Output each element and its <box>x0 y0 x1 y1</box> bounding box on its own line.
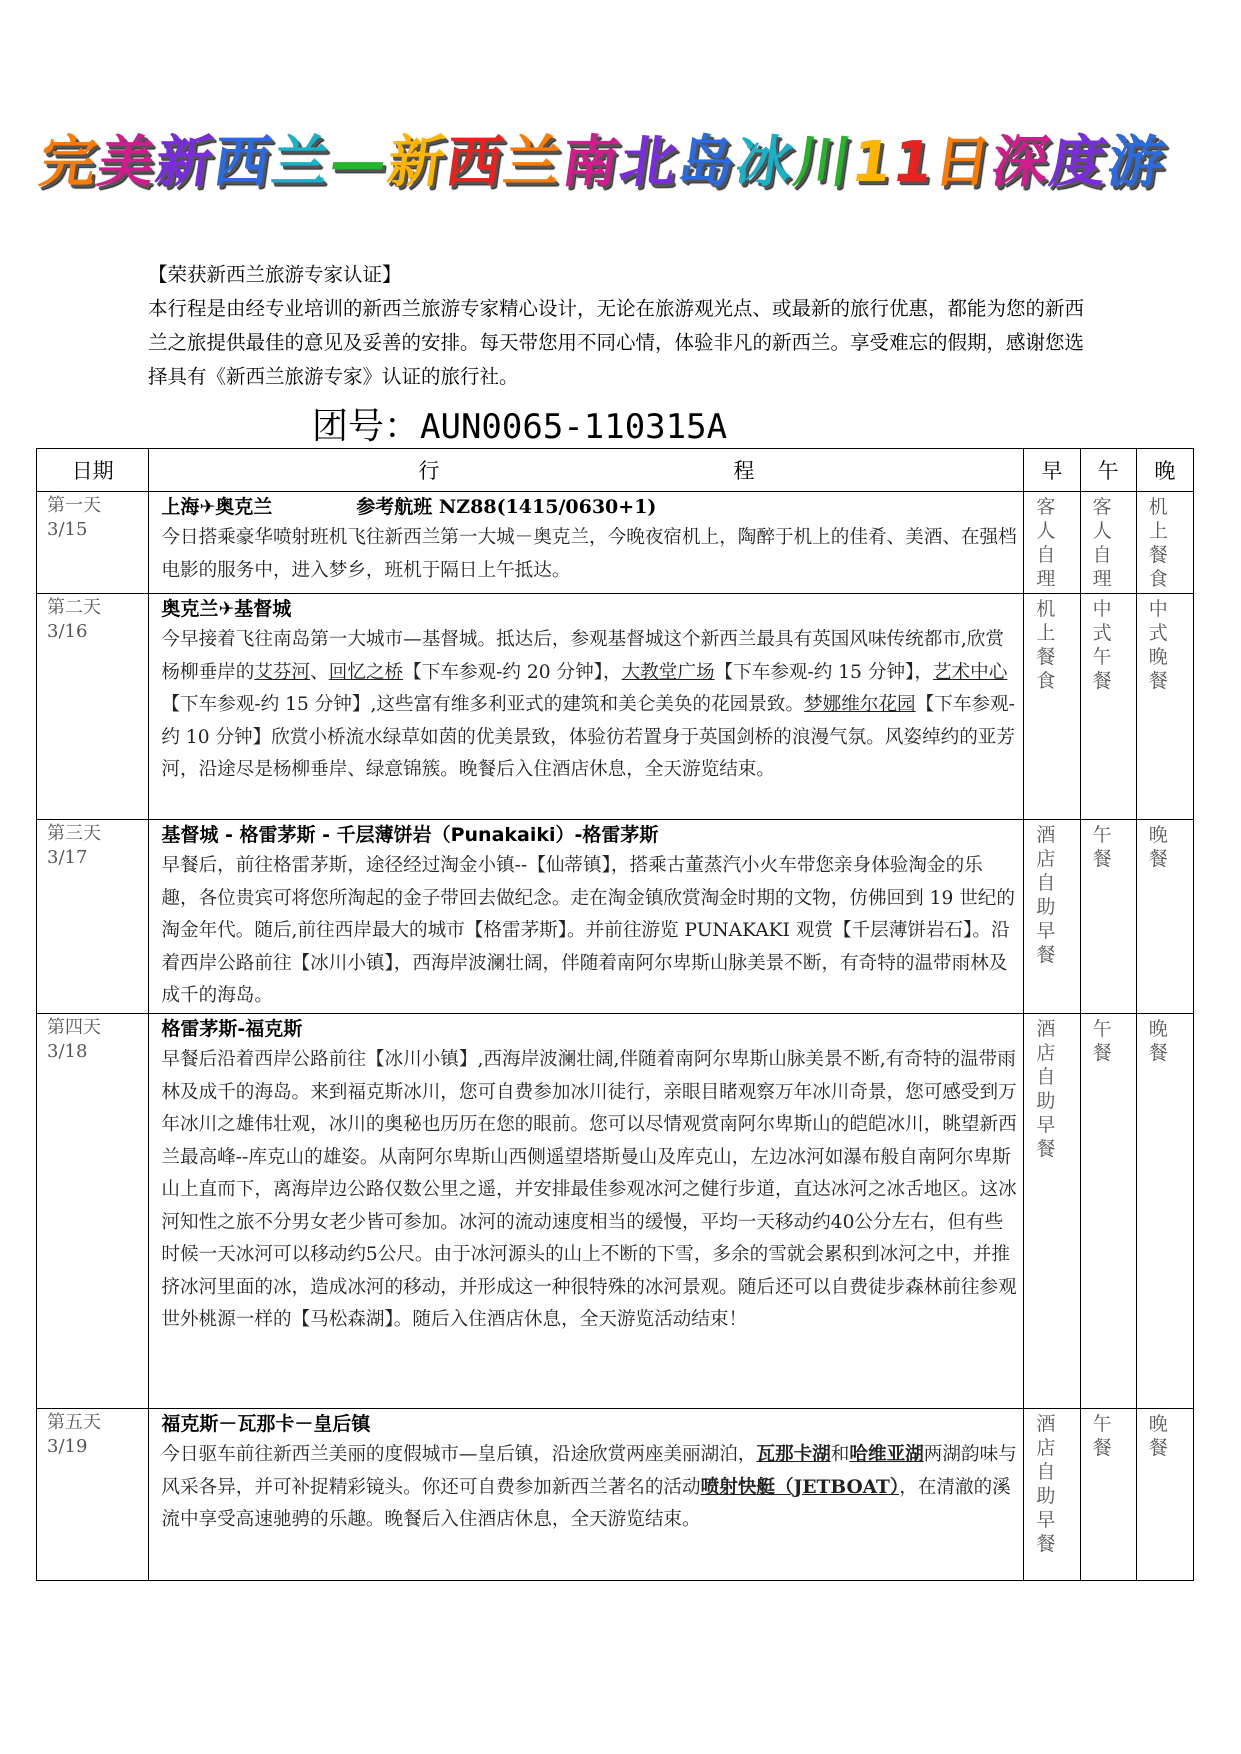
breakfast-cell <box>1024 492 1080 594</box>
intro-section <box>148 258 1088 394</box>
route-text: 上海✈奥克兰 <box>161 496 273 518</box>
description-text: 【下车参观-约 15 分钟】， <box>714 661 933 683</box>
day-date: 3/19 <box>47 1436 88 1457</box>
intro-body: 本行程是由经专业培训的新西兰旅游专家精心设计，无论在旅游观光点、或最新的旅行优惠，都能为您的新西兰之旅提供最佳的意见及妥善的安排。每天带您用不同心情，体验非凡的新西兰。享受难忘的假期，感谢您选择具有《新西兰旅游专家》认证的旅行社。 <box>148 297 1085 388</box>
group-number <box>312 398 727 449</box>
day-date-cell <box>37 594 149 820</box>
description-text: 今日搭乘豪华喷射班机飞往新西兰第一大城－奥克兰，今晚夜宿机上，陶醉于机上的佳肴、美酒、在强档电影的服务中，进入梦乡，班机于隔日上午抵达。 <box>161 527 1017 581</box>
title-char: 西 <box>441 130 509 195</box>
header-lunch: 午 <box>1080 449 1136 492</box>
group-number-value: AUN0065-110315A <box>420 407 728 447</box>
lunch-cell <box>1080 820 1136 1014</box>
dinner-cell <box>1136 1409 1193 1581</box>
day-date: 3/18 <box>47 1041 88 1062</box>
meal-text: 晚餐 <box>1148 1018 1168 1064</box>
day-date-cell <box>37 820 149 1014</box>
dinner-cell <box>1136 820 1193 1014</box>
highlighted-place: 梦娜维尔花园 <box>804 694 916 715</box>
title-char: 川 <box>789 130 857 195</box>
title-char: 1 <box>888 130 939 195</box>
description-text: 【下车参观-约 10 分钟】欣赏小桥流水绿草如茵的优美景致，体验彷若置身于英国剑桥的浪漫气氛。风姿绰约的亚芳河，沿途尽是杨柳垂岸、绿意锦簇。晚餐后入住酒店休息，全天游览结束。 <box>161 694 1015 780</box>
title-char: 兰 <box>267 130 335 195</box>
day-label: 第三天 <box>47 823 101 844</box>
title-char: 冰 <box>731 130 799 195</box>
highlighted-place: 瓦那卡湖 <box>756 1444 831 1465</box>
day-description <box>161 527 1016 581</box>
highlighted-place: 艺术中心 <box>932 661 1008 683</box>
table-row <box>37 594 1194 820</box>
header-plan: 行 程 <box>149 449 1024 492</box>
title-char: 南 <box>557 130 625 195</box>
breakfast-cell <box>1024 1014 1080 1409</box>
title-char: 深 <box>987 130 1055 195</box>
title-char: 1 <box>847 130 898 195</box>
lunch-cell <box>1080 1014 1136 1409</box>
day-plan-cell <box>149 594 1024 820</box>
day-label: 第二天 <box>47 597 101 618</box>
description-text: 【下车参观-约 20 分钟】， <box>403 661 622 683</box>
flight-info: 参考航班 NZ88(1415/0630+1) <box>356 496 657 518</box>
meal-text: 午餐 <box>1092 1018 1112 1064</box>
meal-text: 中式午餐 <box>1092 598 1112 692</box>
day-date-cell <box>37 1409 149 1581</box>
highlighted-place: 哈维亚湖 <box>849 1444 924 1465</box>
route-heading <box>161 492 1017 522</box>
intro-heading: 【荣获新西兰旅游专家认证】 <box>148 263 402 286</box>
breakfast-cell <box>1024 594 1080 820</box>
title-char: 美 <box>93 130 161 195</box>
meal-text: 客人自理 <box>1092 496 1112 590</box>
day-date: 3/17 <box>47 847 88 868</box>
meal-text: 中式晚餐 <box>1148 598 1168 692</box>
meal-text: 酒店自助早餐 <box>1036 1413 1056 1555</box>
day-date: 3/16 <box>47 621 88 642</box>
meal-text: 酒店自助早餐 <box>1036 1018 1056 1160</box>
route-text: 奥克兰✈基督城 <box>161 598 292 620</box>
title-char: — <box>325 130 393 195</box>
header-date: 日期 <box>37 449 149 492</box>
title-char: 兰 <box>499 130 567 195</box>
day-description <box>161 855 1015 1006</box>
lunch-cell <box>1080 492 1136 594</box>
table-header-row <box>37 449 1194 492</box>
highlighted-place: 艾芬河 <box>254 661 311 683</box>
meal-text: 晚餐 <box>1148 1413 1168 1459</box>
title-char: 完 <box>35 130 103 195</box>
day-label: 第四天 <box>47 1017 101 1038</box>
title-char: 北 <box>615 130 683 195</box>
highlighted-place: 回忆之桥 <box>328 661 404 683</box>
meal-text: 机上餐食 <box>1148 496 1168 590</box>
breakfast-cell <box>1024 1409 1080 1581</box>
description-text: 和 <box>830 1444 850 1465</box>
day-date: 3/15 <box>47 519 88 540</box>
lunch-cell <box>1080 594 1136 820</box>
description-text: 今日驱车前往新西兰美丽的度假城市—皇后镇，沿途欣赏两座美丽湖泊， <box>161 1444 757 1465</box>
group-number-label: 团号： <box>312 406 421 447</box>
day-date-cell <box>37 492 149 594</box>
meal-text: 午餐 <box>1092 1413 1112 1459</box>
title-char: 游 <box>1103 130 1171 195</box>
meal-text: 客人自理 <box>1036 496 1056 590</box>
day-label: 第五天 <box>47 1412 101 1433</box>
day-description <box>161 629 1015 780</box>
route-text: 格雷茅斯-福克斯 <box>161 1018 303 1040</box>
route-heading <box>161 1409 1017 1439</box>
day-plan-cell <box>149 492 1024 594</box>
title-char: 西 <box>209 130 277 195</box>
title-char: 岛 <box>673 130 741 195</box>
header-breakfast: 早 <box>1024 449 1080 492</box>
lunch-cell <box>1080 1409 1136 1581</box>
route-text: 基督城 - 格雷茅斯 - 千层薄饼岩（Punakaiki）-格雷茅斯 <box>161 824 659 846</box>
description-text: 【下车参观-约 15 分钟】,这些富有维多利亚式的建筑和美仑美奂的花园景致。 <box>161 694 805 715</box>
table-row <box>37 492 1194 594</box>
day-date-cell <box>37 1014 149 1409</box>
route-heading <box>161 820 1017 850</box>
breakfast-cell <box>1024 820 1080 1014</box>
day-plan-cell <box>149 1409 1024 1581</box>
route-heading <box>161 594 1017 624</box>
description-text: 两湖韵味与风采各异，并可补捉精彩镜头。你还可自费参加新西兰著名的活动 <box>161 1444 1017 1498</box>
meal-text: 机上餐食 <box>1036 598 1056 692</box>
title-char: 度 <box>1045 130 1113 195</box>
day-description <box>161 1049 1016 1330</box>
description-text: 、 <box>310 661 329 683</box>
meal-text: 酒店自助早餐 <box>1036 824 1056 966</box>
dinner-cell <box>1136 492 1193 594</box>
table-row <box>37 1014 1194 1409</box>
day-description <box>161 1444 1016 1530</box>
title-char: 新 <box>151 130 219 195</box>
dinner-cell <box>1136 594 1193 820</box>
highlighted-place: 大教堂广场 <box>621 661 715 683</box>
title-char: 日 <box>929 130 997 195</box>
header-dinner: 晚 <box>1136 449 1193 492</box>
day-plan-cell <box>149 820 1024 1014</box>
table-row <box>37 820 1194 1014</box>
meal-text: 晚餐 <box>1148 824 1168 870</box>
route-heading <box>161 1014 1017 1044</box>
route-text: 福克斯－瓦那卡－皇后镇 <box>161 1413 371 1435</box>
day-label: 第一天 <box>47 495 101 516</box>
highlighted-place: 喷射快艇（JETBOAT） <box>700 1476 900 1498</box>
description-text: 早餐后，前往格雷茅斯，途径经过淘金小镇--【仙蒂镇】，搭乘古董蒸汽小火车带您亲身体验淘金的乐趣，各位贵宾可将您所淘起的金子带回去做纪念。走在淘金镇欣赏淘金时期的文物，仿佛回到 19 世纪的淘金年代。随后,前往西岸最大的城市【格雷茅斯】。并前往游览 PUNAKAKI 观赏【千层薄饼岩石】。沿着西岸公路前往【冰川小镇】，西海岸波澜壮阔，伴随着南阿尔卑斯山脉美景不断，有奇特的温带雨林及成千的海岛。 <box>161 855 1015 1006</box>
description-text: 早餐后沿着西岸公路前往【冰川小镇】,西海岸波澜壮阔,伴随着南阿尔卑斯山脉美景不断,有奇特的温带雨林及成千的海岛。来到福克斯冰川，您可自费参加冰川徒行，亲眼目睹观察万年冰川奇景，您可感受到万年冰川之雄伟壮观，冰川的奥秘也历历在您的眼前。您可以尽情观赏南阿尔卑斯山的皑皑冰川，眺望新西兰最高峰--库克山的雄姿。从南阿尔卑斯山西侧遥望塔斯曼山及库克山，左边冰河如瀑布般自南阿尔卑斯山上直而下，离海岸边公路仅数公里之遥，并安排最佳参观冰河之健行步道，直达冰河之冰舌地区。这冰河知性之旅不分男女老少皆可参加。冰河的流动速度相当的缓慢，平均一天移动约40公分左右，但有些时候一天冰河可以移动约5公尺。由于冰河源头的山上不断的下雪，多余的雪就会累积到冰河之中，并推挤冰河里面的冰，造成冰河的移动，并形成这一种很特殊的冰河景观。随后还可以自费徒步森林前往参观世外桃源一样的【马松森湖】。随后入住酒店休息，全天游览活动结束！ <box>161 1049 1017 1330</box>
page-title-banner <box>35 118 1240 208</box>
itinerary-table <box>36 448 1194 1581</box>
title-char: 新 <box>383 130 451 195</box>
meal-text: 午餐 <box>1092 824 1112 870</box>
description-text: 今早接着飞往南岛第一大城市—基督城。抵达后，参观基督城这个新西兰最具有英国风味传统都市,欣赏杨柳垂岸的 <box>161 629 1005 683</box>
dinner-cell <box>1136 1014 1193 1409</box>
table-row <box>37 1409 1194 1581</box>
description-text: ，在清澈的溪流中享受高速驰骋的乐趣。晚餐后入住酒店休息，全天游览结束。 <box>161 1476 1011 1530</box>
day-plan-cell <box>149 1014 1024 1409</box>
